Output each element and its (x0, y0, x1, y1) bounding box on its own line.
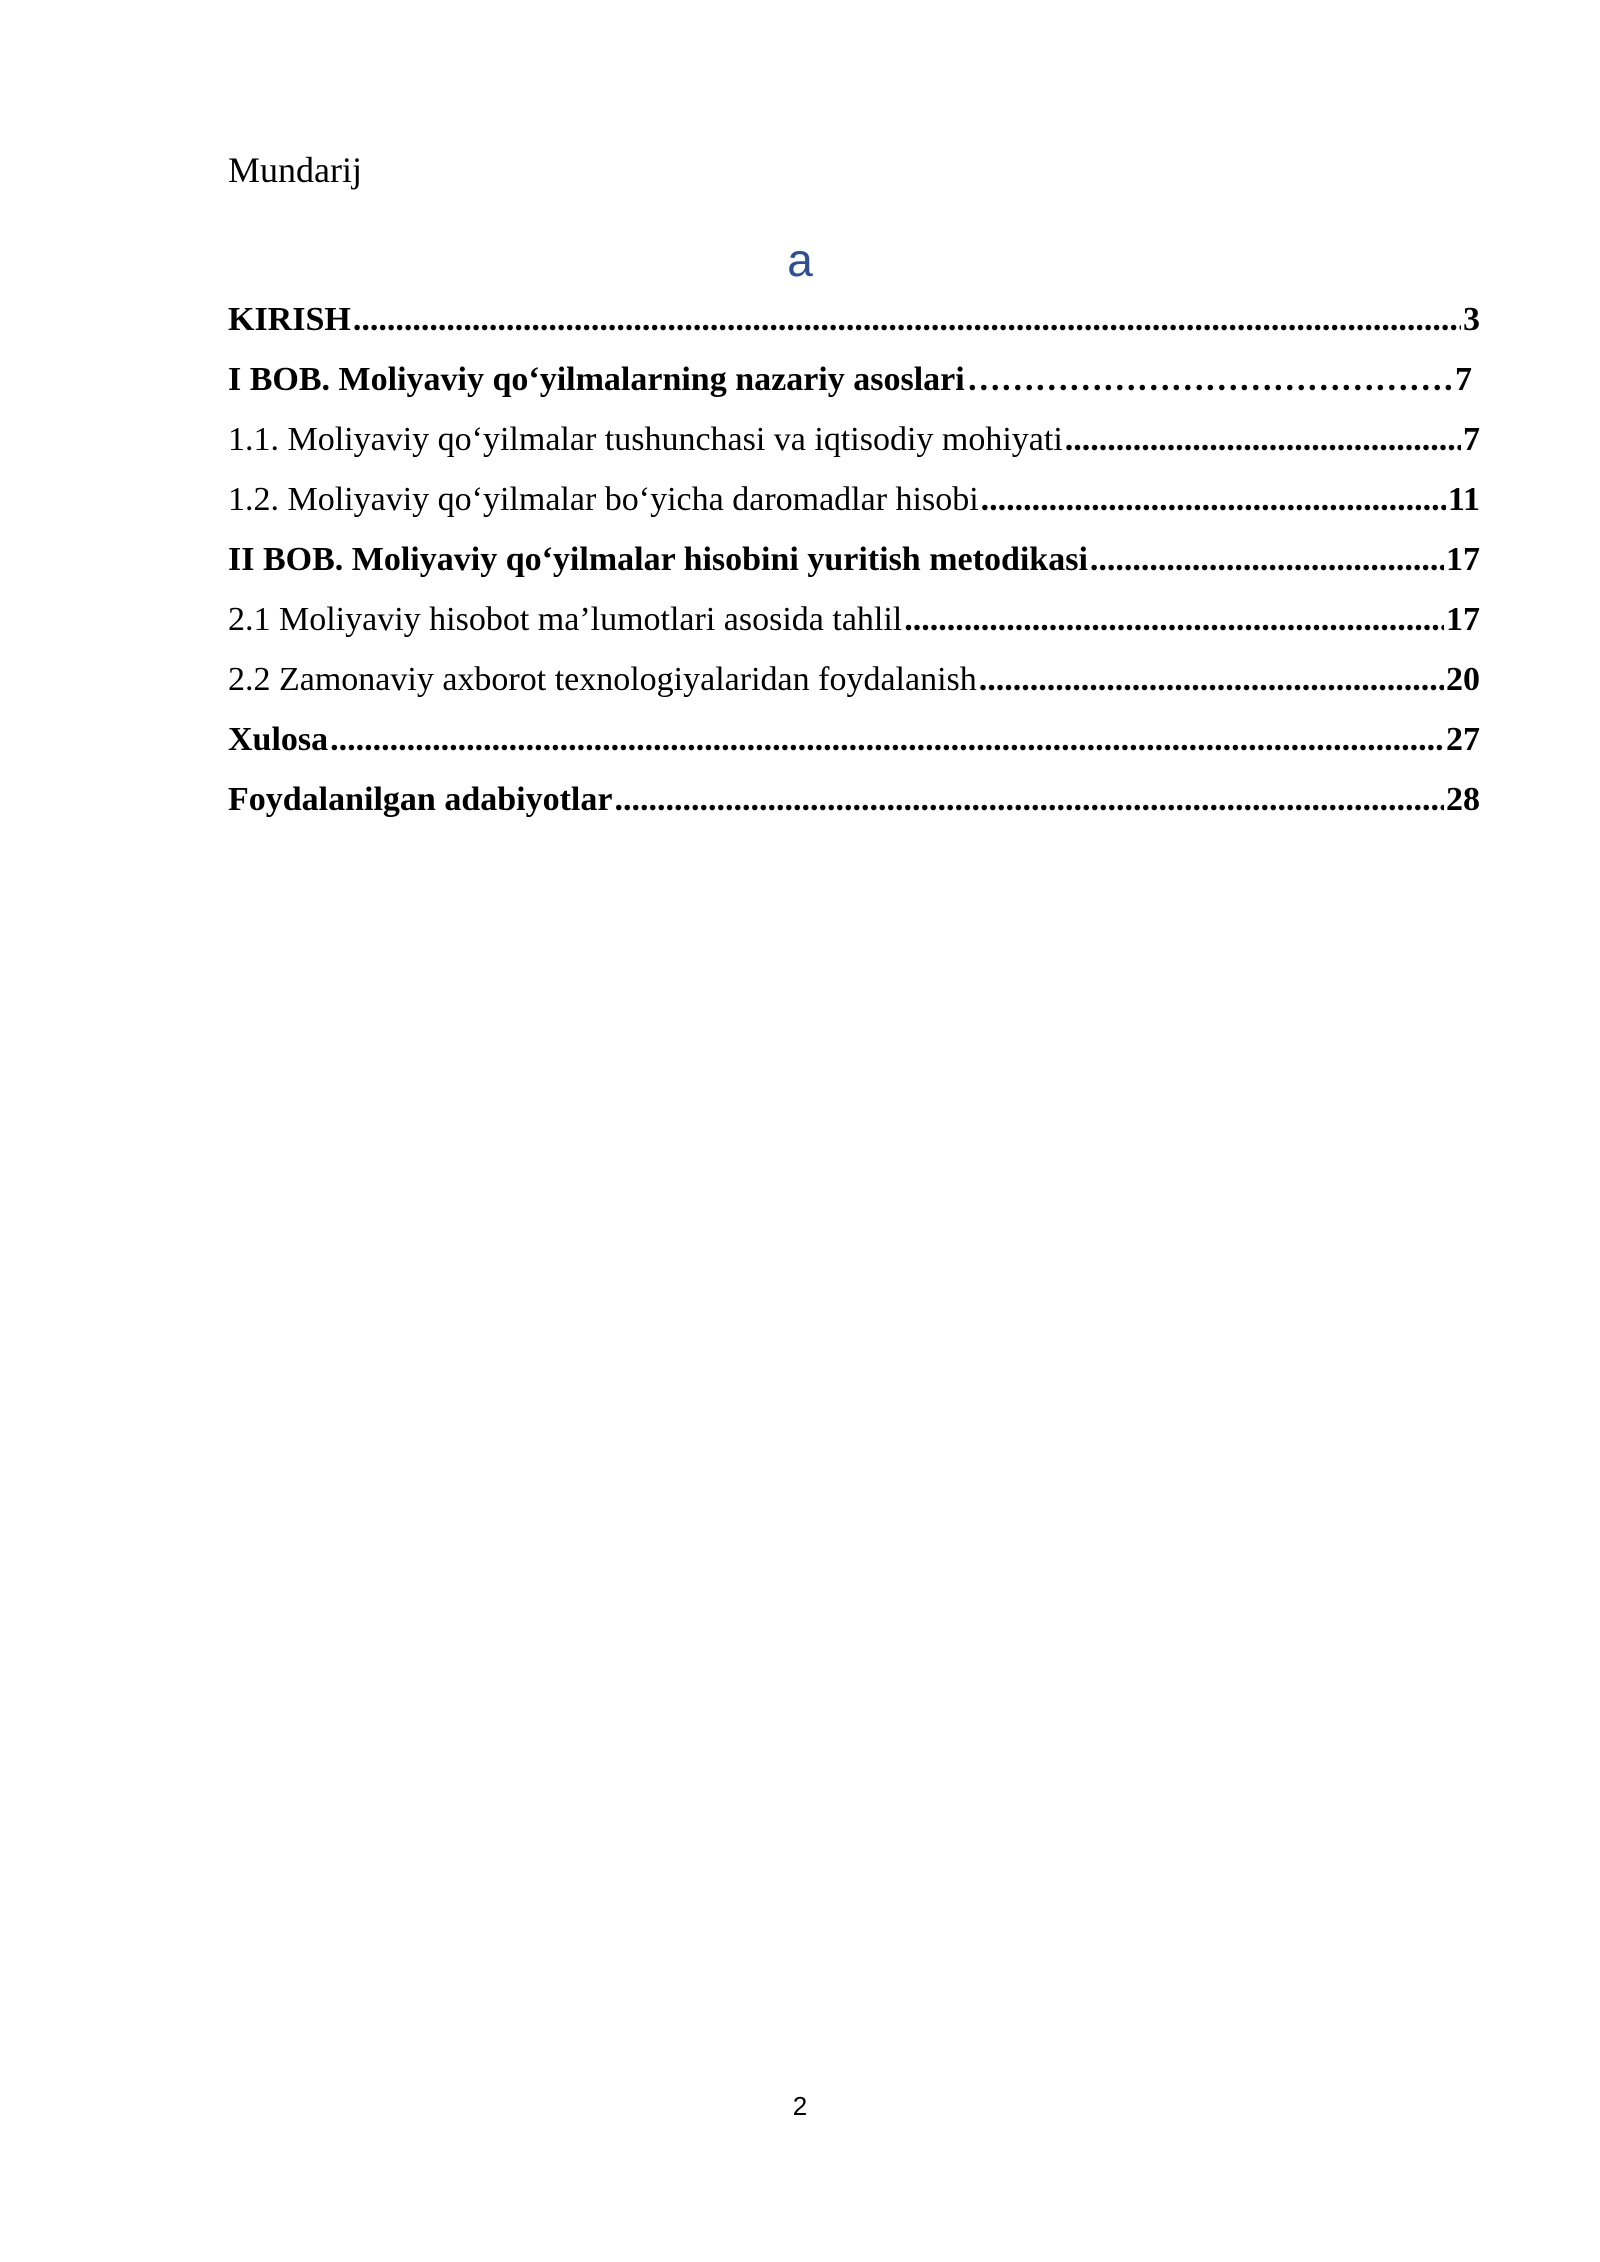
toc-entry-title: Xulosa (228, 721, 329, 758)
toc-entry-page: 3 (1463, 301, 1480, 338)
toc-entry-section-2-2[interactable] (228, 650, 1480, 710)
toc-leader (1065, 410, 1461, 470)
toc-entry-page: 7 (1463, 421, 1480, 458)
toc-entry-title: 2.1 Moliyaviy hisobot ma’lumotlari asosida tahlil (228, 601, 903, 638)
toc-leader (330, 710, 1444, 770)
toc-entry-title: 1.1. Moliyaviy qo‘yilmalar tushunchasi va iqtisodiy mohiyati (228, 421, 1063, 458)
toc-entry-page: 27 (1446, 721, 1480, 758)
toc-entry-page: 11 (1447, 481, 1480, 518)
toc-entry-references[interactable] (228, 770, 1480, 830)
toc-entry-title: 2.2 Zamonaviy axborot texnologiyalaridan foydalanish (228, 661, 977, 698)
toc-heading-continuation: a (787, 234, 813, 286)
toc-heading: Mundarij (228, 150, 362, 190)
toc-entry-page: 17 (1446, 601, 1480, 638)
toc-entry-title: I BOB. Moliyaviy qo‘yilmalarning nazariy asoslari (228, 361, 965, 398)
toc-leader (353, 290, 1461, 350)
toc-entry-title: II BOB. Moliyaviy qo‘yilmalar hisobini yuritish metodikasi (228, 541, 1088, 578)
toc-entry-title: Foydalanilgan adabiyotlar (228, 781, 613, 818)
toc-entry-title: KIRISH (228, 301, 351, 338)
toc-leader (981, 470, 1446, 530)
toc-entry-chapter-2[interactable] (228, 530, 1480, 590)
toc-entry-title: 1.2. Moliyaviy qo‘yilmalar bo‘yicha daromadlar hisobi (228, 481, 979, 518)
toc-entry-section-2-1[interactable] (228, 590, 1480, 650)
toc-leader (904, 590, 1444, 650)
page-number: 2 (792, 2091, 808, 2121)
toc-entry-page: 17 (1446, 541, 1480, 578)
toc-entry-section-1-2[interactable] (228, 470, 1480, 530)
toc-leader (614, 770, 1444, 830)
toc-entry-kirish[interactable] (228, 290, 1480, 350)
toc-leader (979, 650, 1444, 710)
toc-entry-page: 7 (1455, 361, 1472, 398)
toc-leader (1090, 530, 1444, 590)
toc-leader (967, 350, 1453, 410)
toc-entry-section-1-1[interactable] (228, 410, 1480, 470)
toc-entry-page: 20 (1446, 661, 1480, 698)
toc-entry-xulosa[interactable] (228, 710, 1480, 770)
toc-entry-page: 28 (1446, 781, 1480, 818)
table-of-contents (228, 290, 1480, 830)
toc-entry-chapter-1[interactable] (228, 350, 1472, 410)
